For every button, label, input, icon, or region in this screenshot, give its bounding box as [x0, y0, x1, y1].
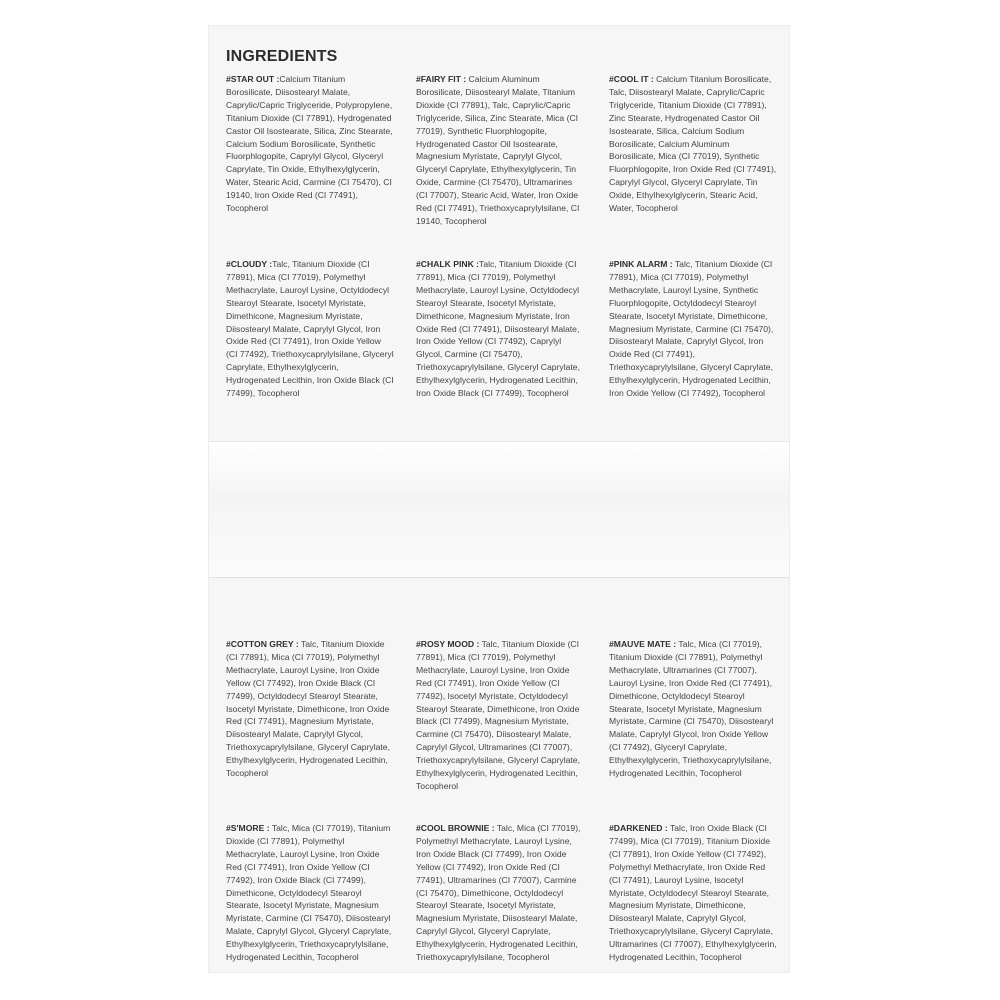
shade-ingredients: Talc, Titanium Dioxide (CI 77891), Mica (CI 77019), Polymethyl Methacrylate, Lauroyl Lysine, Synthetic Fluorphlogopite, Octyldodecyl Stearoyl Stearate, Isocetyl Myristate, Dimethicone, Magnesium Myristate, Carmine (CI 75470), Diisostearyl Malate, Caprylyl Glycol, Iron Oxide Red (CI 77491), Triethoxycaprylylsilane, Glyceryl Caprylate, Ethylhexylglycerin, Hydrogenated Lecithin, Iron Oxide Yellow (CI 77492), Tocopherol: [609, 259, 774, 399]
shade-ingredients: Talc, Mica (CI 77019), Titanium Dioxide (CI 77891), Polymethyl Methacrylate, Ultramarines (CI 77007), Lauroyl Lysine, Iron Oxide Red (CI 77491), Dimethicone, Octyldodecyl Stearoyl Stearate, Isocetyl Myristate, Magnesium Myristate, Carmine (CI 75470), Diisostearyl Malate, Caprylyl Glycol, Iron Oxide Yellow (CI 77492), Glyceryl Caprylate, Ethylhexylglycerin, Triethoxycaprylylsilane, Hydrogenated Lecithin, Tocopherol: [609, 639, 774, 779]
shade-name: #S'MORE :: [226, 823, 270, 833]
shade-ingredients: Calcium Titanium Borosilicate, Talc, Diisostearyl Malate, Caprylic/Capric Triglyceride, Titanium Dioxide (CI 77891), Zinc Stearate, Hydrogenated Castor Oil Isostearate, Silica, Calcium Sodium Borosilicate, Calcium Aluminum Borosilicate, Mica (CI 77019), Synthetic Fluorphlogopite, Iron Oxide Red (CI 77491), Caprylyl Glycol, Glyceryl Caprylate, Tin Oxide, Ethylhexylglycerin, Stearic Acid, Water, Tocopherol: [609, 74, 777, 214]
shade-name: #CLOUDY :: [226, 259, 273, 269]
fold-crease: [209, 441, 789, 578]
shade-ingredients: Talc, Titanium Dioxide (CI 77891), Mica (CI 77019), Polymethyl Methacrylate, Lauroyl Lysine, Iron Oxide Red (CI 77491), Iron Oxide Yellow (CI 77492), Isocetyl Myristate, Octyldodecyl Stearoyl Stearate, Dimethicone, Iron Oxide Black (CI 77499), Magnesium Myristate, Carmine (CI 75470), Diisostearyl Malate, Caprylyl Glycol, Ultramarines (CI 77007), Triethoxycaprylylsilane, Glyceryl Caprylate, Ethylhexylglycerin, Hydrogenated Lecithin, Tocopherol: [416, 639, 580, 791]
shade-name: #FAIRY FIT :: [416, 74, 467, 84]
shade-ingredients: Talc, Titanium Dioxide (CI 77891), Mica (CI 77019), Polymethyl Methacrylate, Lauroyl Lysine, Iron Oxide Yellow (CI 77492), Iron Oxide Black (CI 77499), Octyldodecyl Stearoyl Stearate, Isocetyl Myristate, Dimethicone, Iron Oxide Red (CI 77491), Magnesium Myristate, Diisostearyl Malate, Caprylyl Glycol, Triethoxycaprylylsilane, Glyceryl Caprylate, Ethylhexylglycerin, Hydrogenated Lecithin, Tocopherol: [226, 639, 390, 779]
shade-name: #COOL BROWNIE :: [416, 823, 495, 833]
shade-ingredients: Calcium Titanium Borosilicate, Diisostearyl Malate, Caprylic/Capric Triglyceride, Polypropylene, Titanium Dioxide (CI 77891), Hydrogenated Castor Oil Isostearate, Silica, Zinc Stearate, Calcium Sodium Borosilicate, Synthetic Fluorphlogopite, Caprylyl Glycol, Glyceryl Caprylate, Tin Oxide, Ethylhexylglycerin, Water, Stearic Acid, Carmine (CI 75470), CI 19140, Iron Oxide Red (CI 77491), Tocopherol: [226, 74, 393, 214]
shade-cloudy: [226, 258, 394, 400]
shade-ingredients: Calcium Aluminum Borosilicate, Diisostearyl Malate, Titanium Dioxide (CI 77891), Talc, Caprylic/Capric Triglyceride, Silica, Zinc Stearate, Mica (CI 77019), Synthetic Fluorphlogopite, Hydrogenated Castor Oil Isostearate, Magnesium Myristate, Caprylyl Glycol, Glyceryl Caprylate, Ethylhexylglycerin, Tin Oxide, Carmine (CI 75470), Ultramarines (CI 77007), Stearic Acid, Water, Iron Oxide Red (CI 77491), Triethoxycaprylylsilane, CI 19140, Tocopherol: [416, 74, 580, 226]
shade-cool-brownie: [416, 822, 584, 964]
shade-cool-it: [609, 73, 777, 215]
shade-fairy-fit: [416, 73, 584, 228]
shade-name: #COOL IT :: [609, 74, 654, 84]
shade-darkened: [609, 822, 777, 964]
shade-name: #STAR OUT :: [226, 74, 280, 84]
shade-name: #ROSY MOOD :: [416, 639, 480, 649]
shade-ingredients: Talc, Mica (CI 77019), Polymethyl Methacrylate, Lauroyl Lysine, Iron Oxide Black (CI 77499), Iron Oxide Yellow (CI 77492), Iron Oxide Red (CI 77491), Ultramarines (CI 77007), Carmine (CI 75470), Dimethicone, Octyldodecyl Stearoyl Stearate, Isocetyl Myristate, Magnesium Myristate, Diisostearyl Malate, Caprylyl Glycol, Glyceryl Caprylate, Ethylhexylglycerin, Hydrogenated Lecithin, Triethoxycaprylylsilane, Tocopherol: [416, 823, 581, 963]
shade-s-more: [226, 822, 394, 964]
shade-ingredients: Talc, Titanium Dioxide (CI 77891), Mica (CI 77019), Polymethyl Methacrylate, Lauroyl Lysine, Octyldodecyl Stearoyl Stearate, Isocetyl Myristate, Dimethicone, Magnesium Myristate, Iron Oxide Red (CI 77491), Diisostearyl Malate, Iron Oxide Yellow (CI 77492), Caprylyl Glycol, Carmine (CI 75470), Triethoxycaprylylsilane, Glyceryl Caprylate, Ethylhexylglycerin, Hydrogenated Lecithin, Iron Oxide Black (CI 77499), Tocopherol: [416, 259, 580, 399]
bottom-panel: [209, 576, 789, 972]
shade-ingredients: Talc, Iron Oxide Black (CI 77499), Mica (CI 77019), Titanium Dioxide (CI 77891), Iron Oxide Yellow (CI 77492), Polymethyl Methacrylate, Iron Oxide Red (CI 77491), Lauroyl Lysine, Isocetyl Myristate, Octyldodecyl Stearoyl Stearate, Magnesium Myristate, Dimethicone, Diisostearyl Malate, Caprylyl Glycol, Triethoxycaprylylsilane, Glyceryl Caprylate, Ultramarines (CI 77007), Ethylhexylglycerin, Hydrogenated Lecithin, Tocopherol: [609, 823, 777, 963]
shade-ingredients: Talc, Mica (CI 77019), Titanium Dioxide (CI 77891), Polymethyl Methacrylate, Lauroyl Lysine, Iron Oxide Red (CI 77491), Iron Oxide Yellow (CI 77492), Iron Oxide Black (CI 77499), Dimethicone, Octyldodecyl Stearoyl Stearate, Isocetyl Myristate, Magnesium Myristate, Carmine (CI 75470), Diisostearyl Malate, Caprylyl Glycol, Glyceryl Caprylate, Ethylhexylglycerin, Triethoxycaprylylsilane, Hydrogenated Lecithin, Tocopherol: [226, 823, 392, 963]
shade-ingredients: Talc, Titanium Dioxide (CI 77891), Mica (CI 77019), Polymethyl Methacrylate, Lauroyl Lysine, Octyldodecyl Stearoyl Stearate, Isocetyl Myristate, Dimethicone, Magnesium Myristate, Diisostearyl Malate, Caprylyl Glycol, Iron Oxide Red (CI 77491), Iron Oxide Yellow (CI 77492), Triethoxycaprylylsilane, Glyceryl Caprylate, Ethylhexylglycerin, Hydrogenated Lecithin, Iron Oxide Black (CI 77499), Tocopherol: [226, 259, 394, 399]
ingredients-card: [209, 26, 789, 972]
shade-cotton-grey: [226, 638, 394, 780]
shade-rosy-mood: [416, 638, 584, 793]
top-panel: [209, 26, 789, 441]
page-title: INGREDIENTS: [226, 48, 338, 65]
shade-name: #PINK ALARM :: [609, 259, 673, 269]
shade-name: #DARKENED :: [609, 823, 668, 833]
shade-pink-alarm: [609, 258, 777, 400]
shade-name: #CHALK PINK :: [416, 259, 480, 269]
shade-chalk-pink: [416, 258, 584, 400]
shade-star-out: [226, 73, 394, 215]
shade-name: #MAUVE MATE :: [609, 639, 677, 649]
shade-mauve-mate: [609, 638, 777, 780]
shade-name: #COTTON GREY :: [226, 639, 299, 649]
